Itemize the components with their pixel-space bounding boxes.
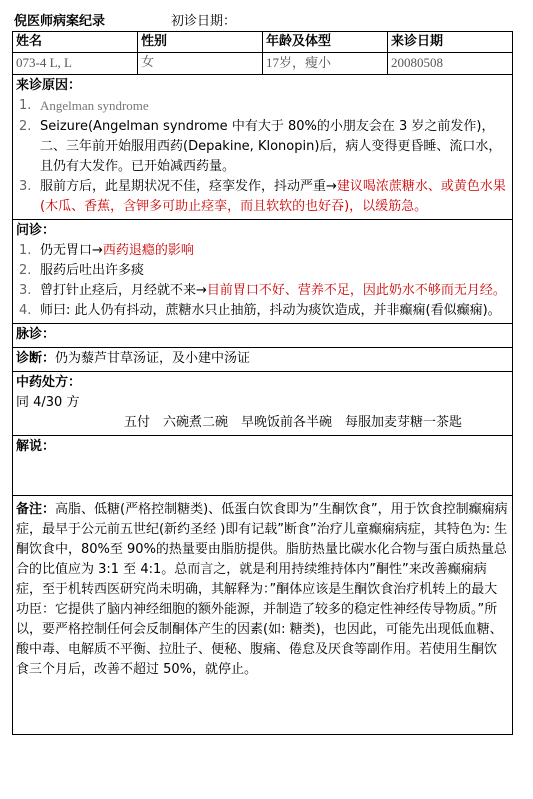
inquiry-section xyxy=(13,220,513,324)
list-item xyxy=(16,261,509,281)
item-text: Angelman syndrome xyxy=(40,98,149,113)
list-item xyxy=(16,301,509,321)
item-advice: 西药退瘾的影响 xyxy=(102,243,194,258)
prescription-line-2: 五付 六碗煮二碗 早晚饭前各半碗 每服加麦芽糖一茶匙 xyxy=(124,415,463,430)
note-section xyxy=(13,496,513,735)
list-item xyxy=(16,177,509,217)
item-number: 4. xyxy=(19,303,32,318)
item-number: 3. xyxy=(19,283,32,298)
reason-list xyxy=(16,96,509,217)
header-row xyxy=(13,32,513,53)
item-text: 师曰: 此人仍有抖动，蔗糖水只止抽筋，抖动为痰饮造成，并非癫痫(看似癫痫)。 xyxy=(40,303,501,318)
inquiry-title: 问诊： xyxy=(16,223,56,238)
age-suffix: 岁，瘦小 xyxy=(279,56,332,71)
reason-section xyxy=(13,75,513,220)
note-title: 备注： xyxy=(16,502,56,517)
document-title: 倪医师病案纪录 xyxy=(14,13,106,29)
reason-title: 来诊原因： xyxy=(16,78,82,93)
value-row xyxy=(13,53,513,75)
item-text: 服前方后，此星期状况不佳，痉挛发作，抖动严重 xyxy=(40,179,327,194)
prescription-line-1: 同 4/30 方 xyxy=(16,395,80,410)
item-number: 1. xyxy=(19,243,32,258)
diagnosis-text: 仍为藜芦甘草汤证，及小建中汤证 xyxy=(55,351,251,366)
age-label: 年龄及体型 xyxy=(263,32,388,53)
arrow-icon: → xyxy=(326,179,337,194)
visit-date-label: 来诊日期 xyxy=(388,32,513,53)
case-record-table xyxy=(12,31,513,735)
item-text: Seizure(Angelman syndrome 中有大于 80%的小朋友会在 3 岁之前发作)，二、三年前开始服用西药(Depakine, Klonopin)后，病人变得更昏睡、流口水，且仍有大发作。已开始减西药量。 xyxy=(40,119,502,174)
item-number: 2. xyxy=(19,263,32,278)
item-text: 服药后吐出许多痰 xyxy=(40,263,145,278)
item-number: 2. xyxy=(19,119,32,134)
document-header xyxy=(12,8,512,30)
first-visit-label: 初诊日期： xyxy=(171,13,237,29)
note-text: 高脂、低糖(严格控制糖类)、低蛋白饮食即为”生酮饮食”，用于饮食控制癫痫病症，最早于公元前五世纪(新约圣经 )即有记载”断食”治疗儿童癫痫病症，其特色为: 生酮饮食中，80%至 90%的热量要由脂肪提供。脂肪热量比碳水化合物与蛋白质热量总合的比值应为 3:1 至 4:1。总而言之，就是利用持续维持体内”酮性”来改善癫痫病症，至于机转西医研究尚未明确，其解释为：”酮体应该是生酮饮食治疗机转上的最大功臣：它提供了脑内神经细胞的额外能源，并制造了较多的稳定性神经传导物质。”所以，要严格控制任何会反制酮体产生的因素(如: 糖类)，也因此，可能先出现低血糖、酸中毒、电解质不平衡、拉肚子、便秘、腹痛、倦怠及厌食等副作用。若使用生酮饮食三个月后，改善不超过 50%，就停止。 xyxy=(16,502,508,677)
age-value xyxy=(263,53,388,75)
explanation-section xyxy=(13,436,513,496)
visit-date-value: 20080508 xyxy=(388,53,513,75)
list-item xyxy=(16,96,509,117)
gender-label: 性别 xyxy=(138,32,263,53)
list-item xyxy=(16,281,509,301)
arrow-icon: → xyxy=(92,243,103,258)
arrow-icon: → xyxy=(196,283,207,298)
prescription-section xyxy=(13,372,513,436)
item-advice: 目前胃口不好、营养不足，因此奶水不够而无月经。 xyxy=(206,283,506,298)
pulse-title: 脉诊： xyxy=(16,327,56,342)
item-number: 3. xyxy=(19,179,32,194)
list-item xyxy=(16,241,509,261)
item-advice: 建议喝浓蔗糖水、或黄色水果(木瓜、香蕉，含钾多可助止痉挛，而且软软的也好吞)，以缓筋急。 xyxy=(40,179,506,214)
list-item xyxy=(16,117,509,177)
diagnosis-title: 诊断： xyxy=(16,351,56,366)
name-value: 073-4 L, L xyxy=(13,53,138,75)
prescription-title: 中药处方： xyxy=(16,375,82,390)
pulse-section xyxy=(13,324,513,348)
item-number: 1. xyxy=(19,98,32,113)
gender-value: 女 xyxy=(138,53,263,75)
item-text: 仍无胃口 xyxy=(40,243,93,258)
explanation-title: 解说： xyxy=(16,439,56,454)
name-label: 姓名 xyxy=(13,32,138,53)
diagnosis-section xyxy=(13,348,513,372)
item-text: 曾打针止痉后，月经就不来 xyxy=(40,283,197,298)
age-number: 17 xyxy=(266,55,279,70)
inquiry-list xyxy=(16,241,509,321)
